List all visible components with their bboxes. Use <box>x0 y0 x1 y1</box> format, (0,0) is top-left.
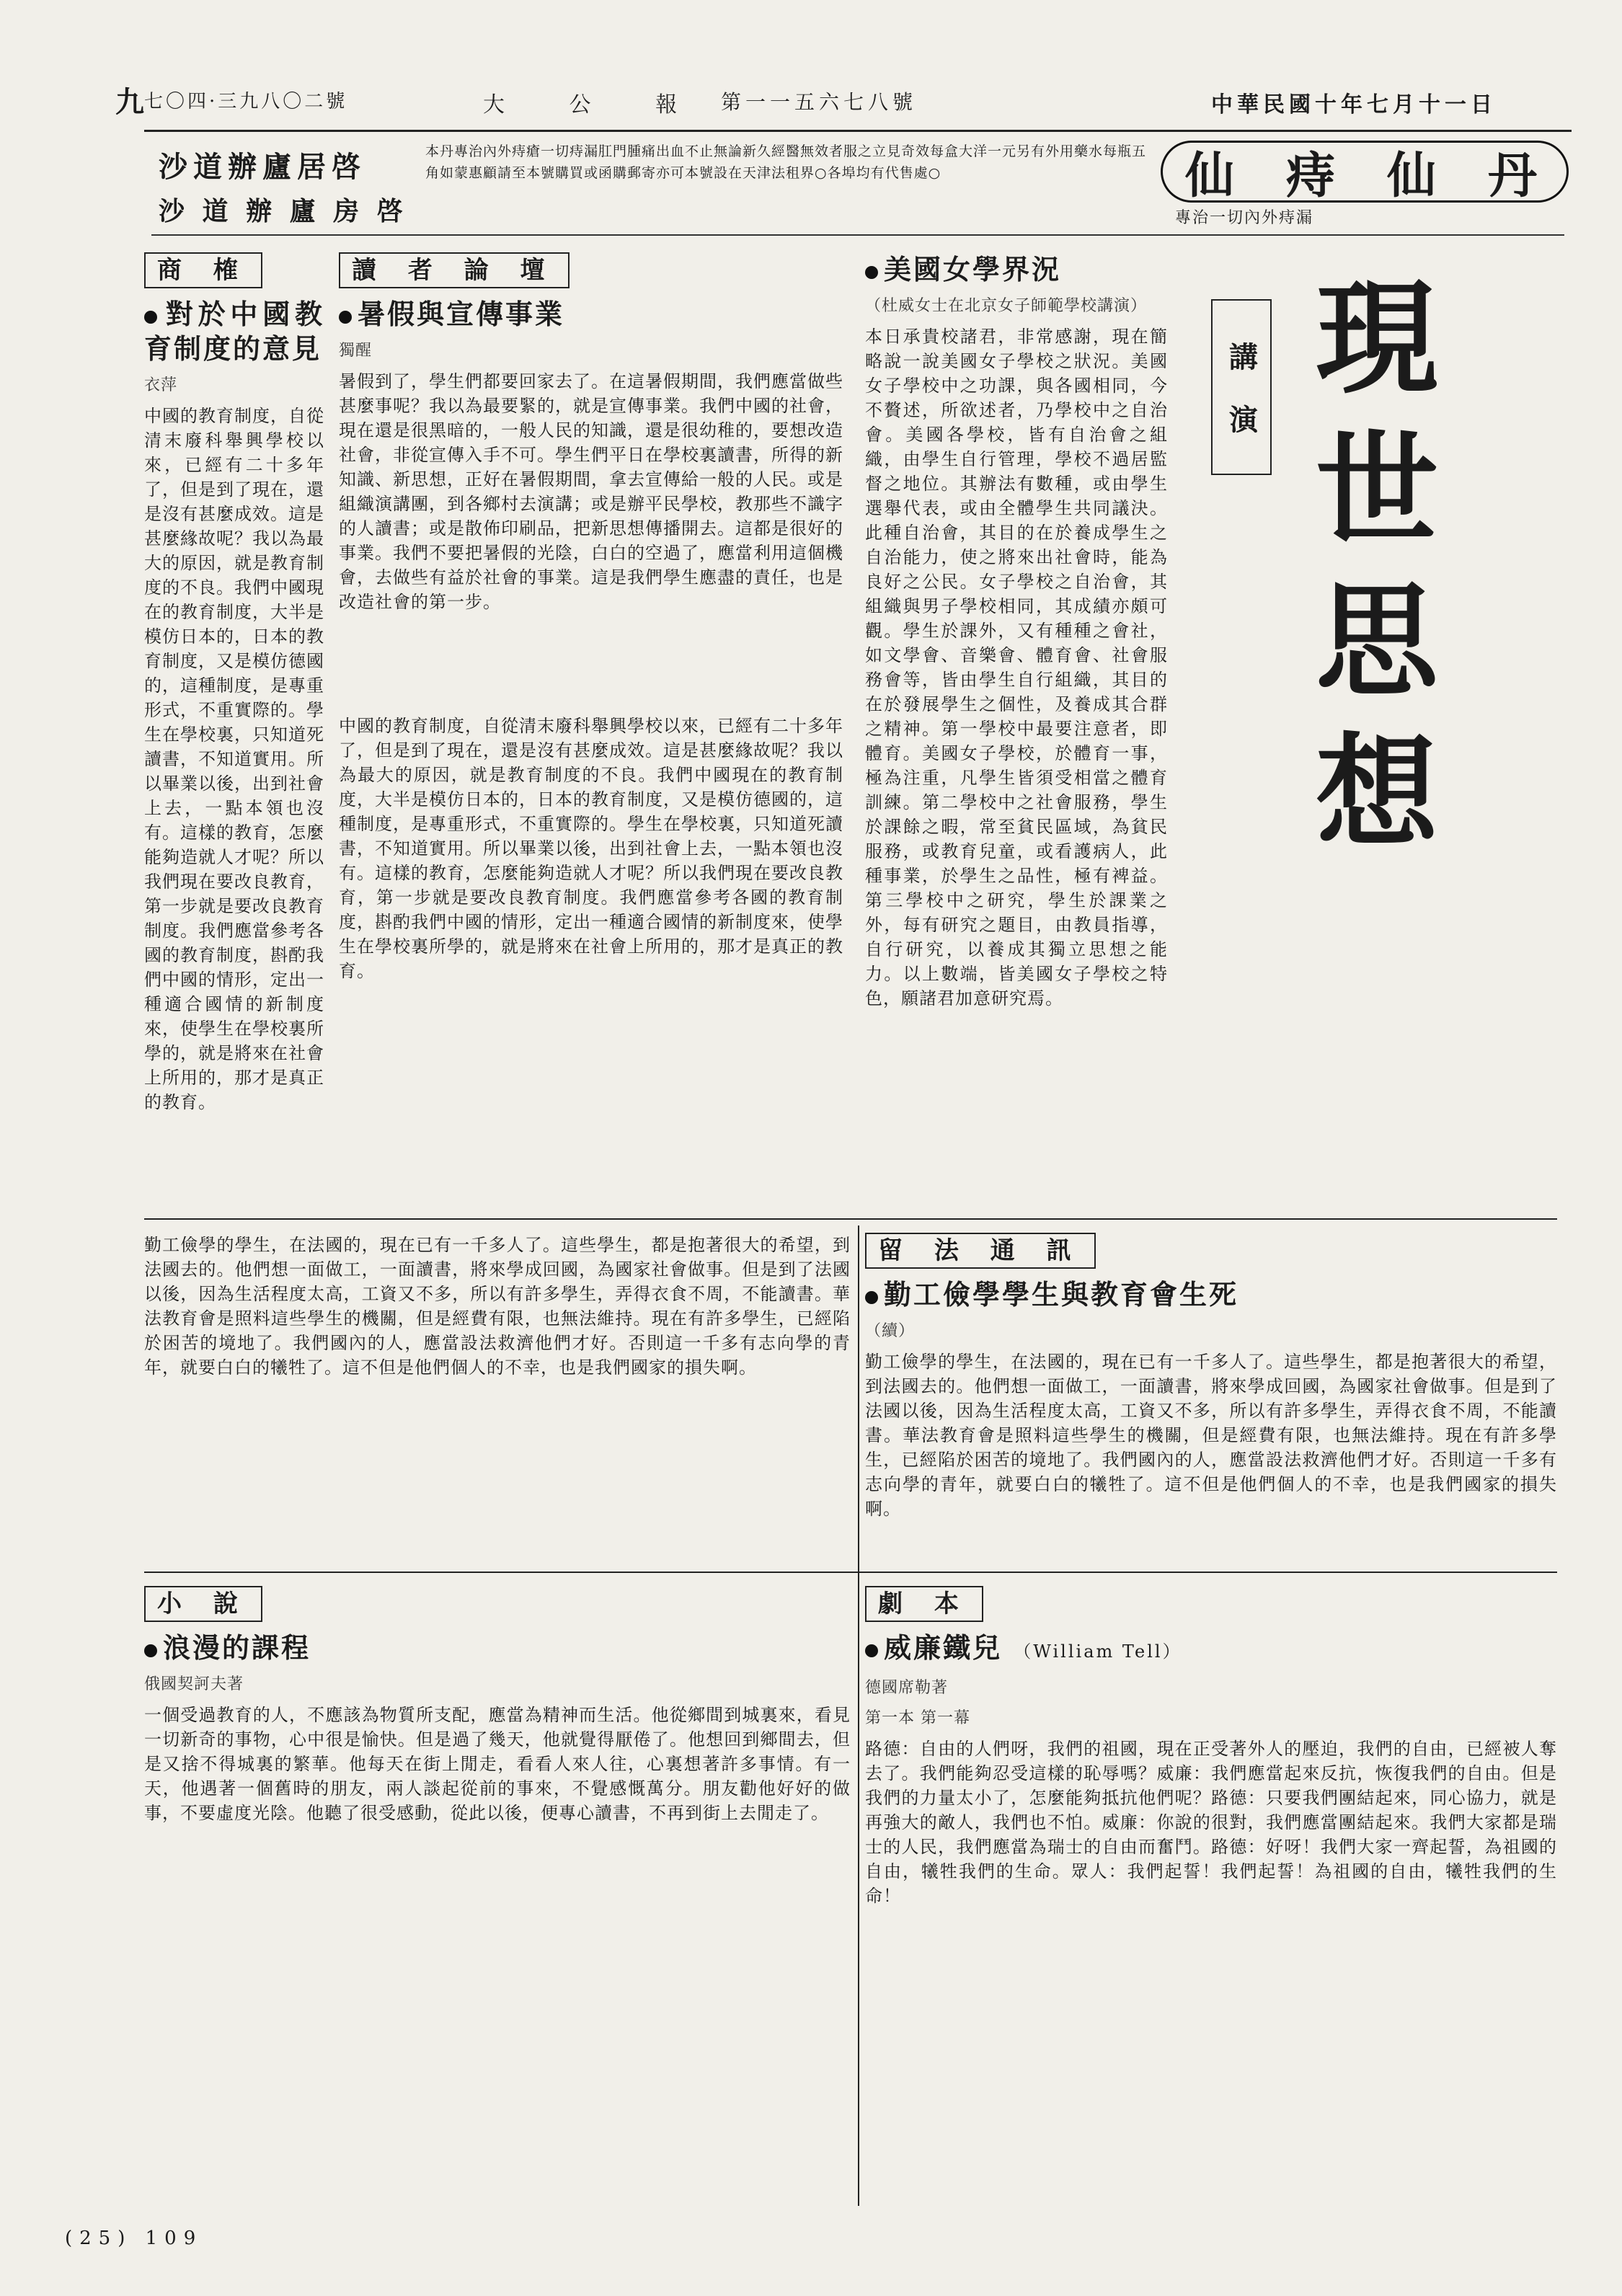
masthead-date: 中華民國十年七月十一日 <box>1211 92 1497 118</box>
article-headline: 浪漫的課程 <box>144 1631 851 1665</box>
article-byline: （續） <box>865 1322 916 1340</box>
bullet-icon <box>144 311 157 324</box>
article-headline: 美國女學界況 <box>865 252 1168 287</box>
bullet-icon <box>144 1644 157 1657</box>
article-body: 本日承貴校諸君，非常感謝，現在簡略說一說美國女子學校之狀況。美國女子學校中之功課，與各國相同，今不贅述，所欲述者，乃學校中之自治會。美國各學校，皆有自治會之組織，由學生自行管理，學校不過居監督之地位。其辦法有數種，或由學生選舉代表，或由全體學生共同議決。此種自治會，其目的在於養成學生之自治能力，使之將來出社會時，能為良好之公民。女子學校之自治會，其組織與男子學校相同，其成績亦頗可觀。學生於課外，又有種種之會社，如文學會、音樂會、體育會、社會服務會等，皆由學生自行組織，其目的在於發展學生之個性，及養成其合群之精神。第一學校中最要注意者，即體育。美國女子學校，於體育一事，極為注重，凡學生皆須受相當之體育訓練。第二學校中之社會服務，學生於課餘之暇，常至貧民區域，為貧民服務，或教育兒童，或看護病人，此種事業，於學生之品性，極有裨益。第三學校中之研究，學生於課業之外，每有研究之題目，由教員指導，自行研究，以養成其獨立思想之能力。以上數端，皆美國女子學校之特色，願諸君加意研究焉。 <box>865 327 1168 1009</box>
ad-brand-char: 仙 <box>1184 146 1241 205</box>
section-label-business: 商 榷 <box>144 252 262 288</box>
article-body: 路德：自由的人們呀，我們的祖國，現在正受著外人的壓迫，我們的自由，已經被人奪去了。我們能夠忍受這樣的恥辱嗎？威廉：我們應當起來反抗，恢復我們的自由。但是我們的力量太小了，怎麼能夠抵抗他們呢？路德：只要我們團結起來，同心協力，就是再強大的敵人，我們也不怕。威廉：你說的很對，我們應當團結起來。我們大家都是瑞士的人民，我們應當為瑞士的自由而奮鬥。路德：好呀！我們大家一齊起誓，為祖國的自由，犧牲我們的生命。眾人：我們起誓！我們起誓！為祖國的自由，犧牲我們的生命！ <box>865 1739 1557 1906</box>
article-education-continued <box>339 714 843 1211</box>
article-author: 獨醒 <box>339 342 373 360</box>
masthead-issue: 第一一五六七八號 <box>721 90 918 114</box>
article-novel <box>144 1586 851 2199</box>
bullet-icon <box>865 1644 878 1657</box>
section-label-readers: 讀 者 論 壇 <box>339 252 570 288</box>
article-overseas-continued <box>144 1233 851 1564</box>
ad-brand-block <box>1161 141 1564 231</box>
bullet-icon <box>865 266 878 279</box>
article-act: 第一本 第一幕 <box>865 1709 970 1727</box>
article-summer <box>339 252 843 699</box>
section-title-block <box>1182 249 1557 1200</box>
article-body: 暑假到了，學生們都要回家去了。在這暑假期間，我們應當做些甚麼事呢？我以為最要緊的，就是宣傳事業。我們中國的社會，現在還是很黑暗的，一般人民的知識，還是很幼稚的，要想改造社會，非從宣傳入手不可。學生們平日在學校裏讀書，所得的新知識、新思想，正好在暑假期間，拿去宣傳給一般的人民。或是組織演講團，到各鄉村去演講；或是辦平民學校，教那些不識字的人讀書；或是散佈印刷品，把新思想傳播開去。這都是很好的事業。我們不要把暑假的光陰，白白的空過了，應當利用這個機會，去做些有益於社會的事業。這是我們學生應盡的責任，也是改造社會的第一步。 <box>339 371 843 612</box>
page-number: (25) 109 <box>65 2228 203 2249</box>
ad-shop-name: 沙道辦廬居啓 <box>159 150 366 184</box>
article-overseas <box>865 1233 1557 1564</box>
section-label-novel: 小 說 <box>144 1586 262 1622</box>
ad-brand-title <box>1161 141 1569 203</box>
ad-body: 本丹專治內外痔瘡一切痔漏肛門腫痛出血不止無論新久經醫無效者服之立見奇效每盒大洋一元另有外用藥水每瓶五角如蒙惠顧請至本號購買或函購郵寄亦可本號設在天津法租界○各埠均有代售處○ <box>425 143 1146 181</box>
masthead-paper-name: 大 公 報 <box>483 92 706 118</box>
article-headline: 對於中國教育制度的意見 <box>144 298 324 365</box>
masthead-registration: 七〇四·三九八〇二號 <box>144 91 348 112</box>
article-headline: 威廉鐵兒 （William Tell） <box>865 1631 1557 1669</box>
ad-shop <box>151 141 411 231</box>
section-title <box>1312 263 1442 869</box>
masthead-seal: 九 <box>115 85 144 119</box>
article-headline: 暑假與宣傳事業 <box>339 297 843 332</box>
title-char: 世 <box>1315 418 1438 562</box>
section-label-overseas: 留 法 通 訊 <box>865 1233 1096 1269</box>
divider <box>144 1572 1557 1573</box>
article-body: 中國的教育制度，自從清末廢科舉興學校以來，已經有二十多年了，但是到了現在，還是沒有甚麼成效。這是甚麼緣故呢？我以為最大的原因，就是教育制度的不良。我們中國現在的教育制度，大半是模仿日本的，日本的教育制度，又是模仿德國的，這種制度，是專重形式，不重實際的。學生在學校裏，只知道死讀書，不知道實用。所以畢業以後，出到社會上去，一點本領也沒有。這樣的教育，怎麼能夠造就人才呢？所以我們現在要改良教育，第一步就是要改良教育制度。我們應當參考各國的教育制度，斟酌我們中國的情形，定出一種適合國情的新制度來，使學生在學校裏所學的，就是將來在社會上所用的，那才是真正的教育。 <box>339 716 843 981</box>
article-body: 中國的教育制度，自從清末廢科舉興學校以來，已經有二十多年了，但是到了現在，還是沒有甚麼成效。這是甚麼緣故呢？我以為最大的原因，就是教育制度的不良。我們中國現在的教育制度，大半是模仿日本的，日本的教育制度，又是模仿德國的，這種制度，是專重形式，不重實際的。學生在學校裏，只知道死讀書，不知道實用。所以畢業以後，出到社會上去，一點本領也沒有。這樣的教育，怎麼能夠造就人才呢？所以我們現在要改良教育，第一步就是要改良教育制度。我們應當參考各國的教育制度，斟酌我們中國的情形，定出一種適合國情的新制度來，使學生在學校裏所學的，就是將來在社會上所用的，那才是真正的教育。 <box>144 406 324 1112</box>
ad-shop-address: 沙 道 辦 廬 房 啓 <box>159 196 407 226</box>
ad-brand-char: 丹 <box>1487 146 1544 205</box>
section-label-lecture: 講 演 <box>1211 299 1272 475</box>
ad-brand-char: 仙 <box>1386 146 1443 205</box>
article-body: 勤工儉學的學生，在法國的，現在已有一千多人了。這些學生，都是抱著很大的希望，到法國去的。他們想一面做工，一面讀書，將來學成回國，為國家社會做事。但是到了法國以後，因為生活程度太高，工資又不多，所以有許多學生，弄得衣食不周，不能讀書。華法教育會是照料這些學生的機關，但是經費有限，也無法維持。現在有許多學生，已經陷於困苦的境地了。我們國內的人，應當設法救濟他們才好。否則這一千多有志向學的青年，就要白白的犧牲了。這不但是他們個人的不幸，也是我們國家的損失啊。 <box>144 1235 851 1378</box>
title-char: 思 <box>1315 569 1438 714</box>
advertisement-strip <box>151 141 1564 236</box>
bullet-icon <box>865 1291 878 1304</box>
article-headline: 勤工儉學學生與教育會生死 <box>865 1277 1557 1312</box>
bullet-icon <box>339 311 352 324</box>
article-author: 衣萍 <box>144 376 178 394</box>
article-body: 一個受過教育的人，不應該為物質所支配，應當為精神而生活。他從鄉間到城裏來，看見一切新奇的事物，心中很是愉快。但是過了幾天，他就覺得厭倦了。他想回到鄉間去，但是又捨不得城裏的繁華。他每天在街上閒走，看看人來人往，心裏想著許多事情。有一天，他遇著一個舊時的朋友，兩人談起從前的事來，不覺感慨萬分。朋友勸他好好的做事，不要虛度光陰。他聽了很受感動，從此以後，便專心讀書，不再到街上去閒走了。 <box>144 1705 851 1823</box>
section-label-drama: 劇 本 <box>865 1586 983 1622</box>
ad-brand-subtitle: 專治一切內外痔漏 <box>1175 209 1314 227</box>
article-byline: （杜威女士在北京女子師範學校講演） <box>865 297 1148 315</box>
article-translator: 德國席勒著 <box>865 1679 949 1697</box>
ad-brand-char: 痔 <box>1285 146 1342 205</box>
title-char: 想 <box>1315 721 1438 865</box>
article-body: 勤工儉學的學生，在法國的，現在已有一千多人了。這些學生，都是抱著很大的希望，到法國去的。他們想一面做工，一面讀書，將來學成回國，為國家社會做事。但是到了法國以後，因為生活程度太高，工資又不多，所以有許多學生，弄得衣食不周，不能讀書。華法教育會是照料這些學生的機關，但是經費有限，也無法維持。現在有許多學生，已經陷於困苦的境地了。我們國內的人，應當設法救濟他們才好。否則這一千多有志向學的青年，就要白白的犧牲了。這不但是他們個人的不幸，也是我們國家的損失啊。 <box>865 1352 1557 1519</box>
article-drama <box>865 1586 1557 2199</box>
article-lecture <box>865 252 1168 1211</box>
title-char: 現 <box>1315 267 1438 411</box>
article-education <box>144 252 324 1211</box>
article-author: 俄國契訶夫著 <box>144 1675 244 1693</box>
masthead <box>115 79 1572 132</box>
divider <box>144 1218 1557 1220</box>
divider <box>858 1225 859 2206</box>
